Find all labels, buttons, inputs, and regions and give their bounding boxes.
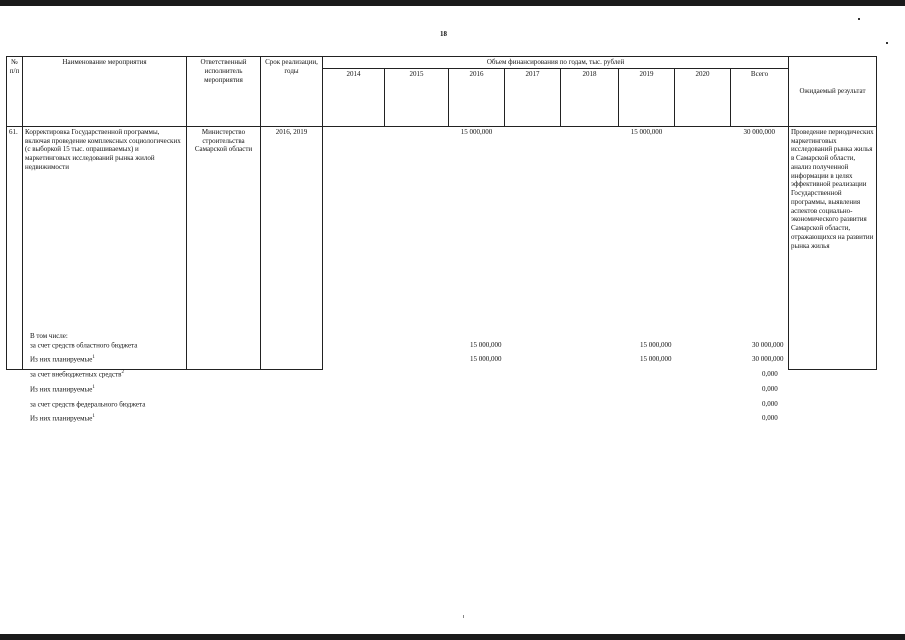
row-2020: [675, 126, 731, 369]
scan-speck: [858, 18, 860, 20]
breakdown-2019: 15 000,000: [640, 355, 672, 363]
breakdown-total: 0,000: [762, 414, 778, 422]
row-total: 30 000,000: [743, 127, 775, 136]
breakdown-label: Из них планируемые: [30, 355, 93, 364]
header-year-2016: 2016: [449, 68, 505, 126]
table-row: [7, 126, 877, 369]
bottom-scan-border: [0, 634, 905, 640]
breakdown-label: за счет средств областного бюджета: [30, 341, 138, 350]
header-num: № п/п: [7, 57, 23, 127]
header-term: Срок реализации, годы: [261, 57, 323, 127]
header-year-2019: 2019: [619, 68, 675, 126]
row-2019: 15 000,000: [630, 127, 663, 136]
header-year-2018: 2018: [561, 68, 619, 126]
row-num: 61.: [7, 126, 23, 369]
breakdown-total: 0,000: [762, 385, 778, 393]
breakdown-2016: 15 000,000: [470, 341, 502, 349]
breakdown-total: 30 000,000: [752, 355, 784, 363]
row-2016: 15 000,000: [460, 127, 493, 136]
breakdown-total: 0,000: [762, 400, 778, 408]
row-2018: [561, 126, 619, 369]
row-2015: [385, 126, 449, 369]
scan-speck: [463, 615, 464, 618]
breakdown-total: 0,000: [762, 370, 778, 378]
breakdown-2016: 15 000,000: [470, 355, 502, 363]
row-name: Корректировка Государственной программы, включая проведение комплексных социологических (с выборкой 15 тыс. опрашиваемых) и маркетинговых исследований рынка жилой недвижимости: [23, 126, 187, 369]
row-2017: [505, 126, 561, 369]
breakdown-2019: 15 000,000: [640, 341, 672, 349]
breakdown-total: 30 000,000: [752, 341, 784, 349]
breakdown-label: за счет внебюджетных средств: [30, 370, 122, 379]
header-result: Ожидаемый результат: [789, 57, 877, 127]
funding-table: [6, 56, 877, 370]
header-total: Всего: [731, 68, 789, 126]
scan-speck: [886, 42, 888, 44]
breakdown-label: Из них планируемые: [30, 414, 93, 423]
top-scan-border: [0, 0, 905, 6]
breakdown-label: Из них планируемые: [30, 385, 93, 394]
breakdown-label: за счет средств федерального бюджета: [30, 400, 146, 409]
row-executor: Министерство строительства Самарской области: [187, 126, 261, 369]
header-funding: Объем финансирования по годам, тыс. рублей: [323, 57, 789, 69]
breakdown-intro: В том числе:: [30, 332, 68, 340]
page-number: 18: [440, 30, 447, 38]
header-year-2015: 2015: [385, 68, 449, 126]
header-executor: Ответственный исполнитель мероприятия: [187, 57, 261, 127]
row-term: 2016, 2019: [261, 126, 323, 369]
header-year-2017: 2017: [505, 68, 561, 126]
header-year-2014: 2014: [323, 68, 385, 126]
row-2014: [323, 126, 385, 369]
row-result: Проведение периодических маркетинговых исследований рынка жилья в Самарской области, анализ полученной информации в целях эффективной реализации Государственной программы, выявления аспектов социально-экономического развития Самарской области, отражающихся на развитии рынка жилья: [789, 126, 877, 369]
header-year-2020: 2020: [675, 68, 731, 126]
header-name: Наименование мероприятия: [23, 57, 187, 127]
